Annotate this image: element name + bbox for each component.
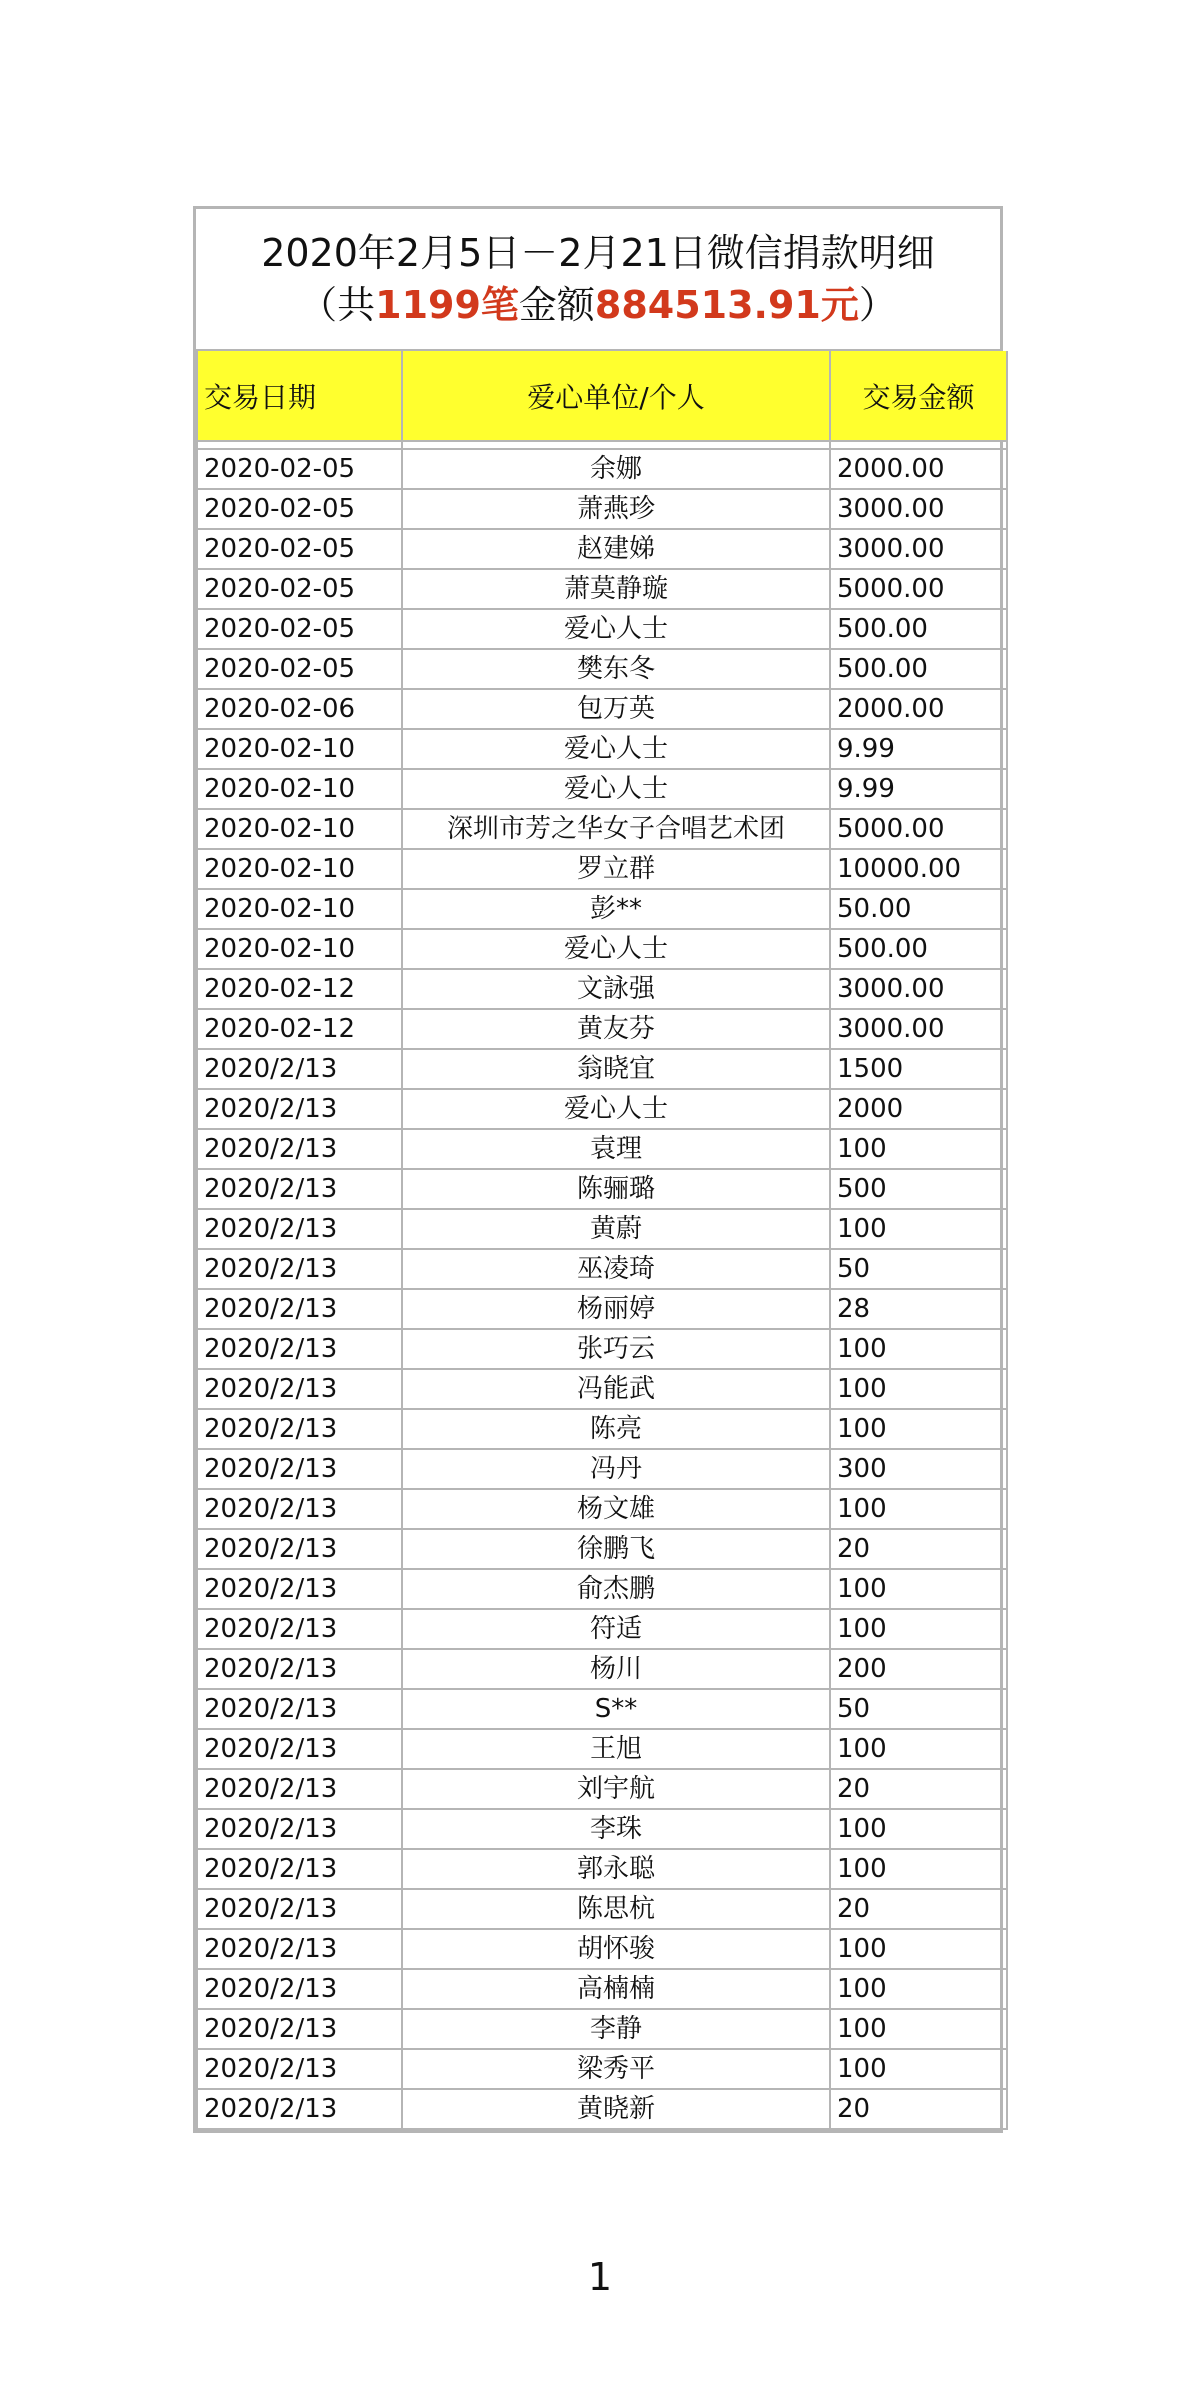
table-row xyxy=(197,1129,1007,1169)
table-row xyxy=(197,1529,1007,1569)
cell-date: 2020/2/13 xyxy=(197,1049,402,1089)
cell-amount: 100 xyxy=(830,2009,1007,2049)
table-row xyxy=(197,1649,1007,1689)
cell-amount: 28 xyxy=(830,1289,1007,1329)
table-header-row xyxy=(197,351,1007,441)
cell-donor: 郭永聪 xyxy=(402,1849,830,1889)
cell-amount: 100 xyxy=(830,1409,1007,1449)
table-row xyxy=(197,449,1007,489)
cell-date: 2020-02-10 xyxy=(197,849,402,889)
cell-date: 2020/2/13 xyxy=(197,1929,402,1969)
table-row xyxy=(197,2089,1007,2129)
cell-amount: 100 xyxy=(830,1129,1007,1169)
cell-amount: 20 xyxy=(830,1769,1007,1809)
cell-amount: 5000.00 xyxy=(830,809,1007,849)
cell-donor: 罗立群 xyxy=(402,849,830,889)
summary-suffix: ） xyxy=(858,283,897,327)
cell-date: 2020/2/13 xyxy=(197,1249,402,1289)
cell-date: 2020/2/13 xyxy=(197,1369,402,1409)
table-row xyxy=(197,1729,1007,1769)
cell-amount: 3000.00 xyxy=(830,529,1007,569)
table-row xyxy=(197,769,1007,809)
cell-amount: 100 xyxy=(830,1209,1007,1249)
table-row xyxy=(197,1889,1007,1929)
cell-date: 2020/2/13 xyxy=(197,2049,402,2089)
cell-date: 2020-02-10 xyxy=(197,809,402,849)
cell-donor: 陈骊璐 xyxy=(402,1169,830,1209)
table-row xyxy=(197,2009,1007,2049)
header-amount: 交易金额 xyxy=(830,351,1007,441)
table-row xyxy=(197,1769,1007,1809)
cell-donor: 翁晓宜 xyxy=(402,1049,830,1089)
cell-amount: 100 xyxy=(830,1729,1007,1769)
cell-amount: 20 xyxy=(830,2089,1007,2129)
cell-amount: 200 xyxy=(830,1649,1007,1689)
table-row xyxy=(197,609,1007,649)
cell-amount: 50.00 xyxy=(830,889,1007,929)
cell-amount: 500 xyxy=(830,1169,1007,1209)
table-row xyxy=(197,889,1007,929)
cell-date: 2020/2/13 xyxy=(197,1689,402,1729)
cell-amount: 50 xyxy=(830,1249,1007,1289)
cell-date: 2020-02-05 xyxy=(197,649,402,689)
cell-amount: 500.00 xyxy=(830,649,1007,689)
cell-amount: 5000.00 xyxy=(830,569,1007,609)
cell-amount: 2000 xyxy=(830,1089,1007,1129)
cell-date: 2020/2/13 xyxy=(197,1649,402,1689)
cell-date: 2020/2/13 xyxy=(197,2009,402,2049)
table-row xyxy=(197,809,1007,849)
cell-donor: 刘宇航 xyxy=(402,1769,830,1809)
cell-amount: 100 xyxy=(830,1609,1007,1649)
cell-donor: 黄友芬 xyxy=(402,1009,830,1049)
table-row xyxy=(197,489,1007,529)
cell-amount: 500.00 xyxy=(830,929,1007,969)
cell-date: 2020/2/13 xyxy=(197,1569,402,1609)
cell-date: 2020-02-10 xyxy=(197,729,402,769)
table-row xyxy=(197,569,1007,609)
table-row xyxy=(197,1049,1007,1089)
cell-amount: 9.99 xyxy=(830,729,1007,769)
cell-date: 2020-02-06 xyxy=(197,689,402,729)
cell-donor: 深圳市芳之华女子合唱艺术团 xyxy=(402,809,830,849)
cell-amount: 10000.00 xyxy=(830,849,1007,889)
cell-date: 2020/2/13 xyxy=(197,1889,402,1929)
cell-donor: 巫凌琦 xyxy=(402,1249,830,1289)
cell-date: 2020/2/13 xyxy=(197,1729,402,1769)
cell-donor: 爱心人士 xyxy=(402,929,830,969)
donation-total: 884513.91元 xyxy=(594,283,859,327)
table-row xyxy=(197,1169,1007,1209)
summary-mid: 金额 xyxy=(518,283,595,327)
table-row xyxy=(197,1689,1007,1729)
cell-date: 2020-02-12 xyxy=(197,969,402,1009)
cell-donor: 萧莫静璇 xyxy=(402,569,830,609)
title-box xyxy=(196,209,1000,351)
cell-donor: 王旭 xyxy=(402,1729,830,1769)
cell-donor: 爱心人士 xyxy=(402,1089,830,1129)
donation-count: 1199笔 xyxy=(375,283,519,327)
cell-donor: 符适 xyxy=(402,1609,830,1649)
table-row xyxy=(197,649,1007,689)
cell-date: 2020/2/13 xyxy=(197,2089,402,2129)
cell-donor: 陈亮 xyxy=(402,1409,830,1449)
cell-donor: 樊东冬 xyxy=(402,649,830,689)
table-row xyxy=(197,689,1007,729)
cell-donor: 杨丽婷 xyxy=(402,1289,830,1329)
cell-donor: 梁秀平 xyxy=(402,2049,830,2089)
cell-donor: 爱心人士 xyxy=(402,609,830,649)
cell-donor: 黄晓新 xyxy=(402,2089,830,2129)
cell-date: 2020/2/13 xyxy=(197,1089,402,1129)
cell-amount: 100 xyxy=(830,1929,1007,1969)
cell-date: 2020/2/13 xyxy=(197,1169,402,1209)
cell-date: 2020-02-05 xyxy=(197,609,402,649)
table-row xyxy=(197,1969,1007,2009)
donation-table xyxy=(196,351,1008,2130)
cell-donor: 袁理 xyxy=(402,1129,830,1169)
table-row xyxy=(197,929,1007,969)
cell-amount: 100 xyxy=(830,2049,1007,2089)
cell-donor: 张巧云 xyxy=(402,1329,830,1369)
cell-date: 2020/2/13 xyxy=(197,1409,402,1449)
cell-donor: 爱心人士 xyxy=(402,729,830,769)
cell-date: 2020-02-05 xyxy=(197,489,402,529)
header-date: 交易日期 xyxy=(197,351,402,441)
cell-donor: 萧燕珍 xyxy=(402,489,830,529)
table-row xyxy=(197,1089,1007,1129)
table-row xyxy=(197,849,1007,889)
cell-amount: 500.00 xyxy=(830,609,1007,649)
cell-amount: 2000.00 xyxy=(830,689,1007,729)
cell-date: 2020-02-10 xyxy=(197,889,402,929)
summary-line xyxy=(196,279,1000,331)
table-row xyxy=(197,1569,1007,1609)
cell-date: 2020/2/13 xyxy=(197,1449,402,1489)
cell-amount: 1500 xyxy=(830,1049,1007,1089)
cell-donor: 赵建娣 xyxy=(402,529,830,569)
cell-amount: 100 xyxy=(830,1369,1007,1409)
cell-date: 2020-02-12 xyxy=(197,1009,402,1049)
cell-date: 2020-02-05 xyxy=(197,449,402,489)
cell-amount: 20 xyxy=(830,1529,1007,1569)
cell-donor: 俞杰鹏 xyxy=(402,1569,830,1609)
cell-amount: 9.99 xyxy=(830,769,1007,809)
table-row xyxy=(197,1609,1007,1649)
cell-amount: 3000.00 xyxy=(830,489,1007,529)
cell-amount: 50 xyxy=(830,1689,1007,1729)
cell-amount: 20 xyxy=(830,1889,1007,1929)
cell-date: 2020/2/13 xyxy=(197,1329,402,1369)
cell-date: 2020/2/13 xyxy=(197,1209,402,1249)
cell-date: 2020/2/13 xyxy=(197,1849,402,1889)
table-row xyxy=(197,1209,1007,1249)
cell-date: 2020-02-05 xyxy=(197,529,402,569)
table-row xyxy=(197,1369,1007,1409)
cell-donor: 徐鹏飞 xyxy=(402,1529,830,1569)
cell-date: 2020/2/13 xyxy=(197,1769,402,1809)
cell-donor: 冯能武 xyxy=(402,1369,830,1409)
cell-date: 2020/2/13 xyxy=(197,1609,402,1649)
cell-donor: 爱心人士 xyxy=(402,769,830,809)
donation-sheet xyxy=(193,206,1003,2133)
table-row xyxy=(197,1409,1007,1449)
cell-donor: 陈思杭 xyxy=(402,1889,830,1929)
cell-date: 2020/2/13 xyxy=(197,1809,402,1849)
cell-amount: 100 xyxy=(830,1809,1007,1849)
table-row xyxy=(197,529,1007,569)
table-row xyxy=(197,1489,1007,1529)
cell-amount: 2000.00 xyxy=(830,449,1007,489)
cell-date: 2020/2/13 xyxy=(197,1969,402,2009)
cell-date: 2020-02-10 xyxy=(197,929,402,969)
cell-date: 2020/2/13 xyxy=(197,1129,402,1169)
summary-prefix: （共 xyxy=(299,283,376,327)
cell-date: 2020/2/13 xyxy=(197,1489,402,1529)
cell-date: 2020/2/13 xyxy=(197,1289,402,1329)
page-number: 1 xyxy=(587,2255,613,2299)
table-row xyxy=(197,1929,1007,1969)
table-row xyxy=(197,1809,1007,1849)
header-donor: 爱心单位/个人 xyxy=(402,351,830,441)
cell-donor: 彭** xyxy=(402,889,830,929)
cell-amount: 3000.00 xyxy=(830,969,1007,1009)
table-row xyxy=(197,1249,1007,1289)
table-row xyxy=(197,1009,1007,1049)
table-row xyxy=(197,2049,1007,2089)
cell-amount: 100 xyxy=(830,1329,1007,1369)
cell-donor: 胡怀骏 xyxy=(402,1929,830,1969)
table-row xyxy=(197,1329,1007,1369)
page-title: 2020年2月5日－2月21日微信捐款明细 xyxy=(261,231,935,275)
table-row xyxy=(197,1849,1007,1889)
cell-date: 2020-02-05 xyxy=(197,569,402,609)
cell-donor: 冯丹 xyxy=(402,1449,830,1489)
table-row xyxy=(197,729,1007,769)
cell-date: 2020/2/13 xyxy=(197,1529,402,1569)
cell-amount: 100 xyxy=(830,1849,1007,1889)
cell-donor: S** xyxy=(402,1689,830,1729)
cell-amount: 100 xyxy=(830,1489,1007,1529)
cell-donor: 李珠 xyxy=(402,1809,830,1849)
cell-donor: 李静 xyxy=(402,2009,830,2049)
table-row xyxy=(197,1449,1007,1489)
cell-donor: 高楠楠 xyxy=(402,1969,830,2009)
table-row xyxy=(197,1289,1007,1329)
spacer-row xyxy=(197,441,1007,449)
cell-donor: 余娜 xyxy=(402,449,830,489)
cell-donor: 包万英 xyxy=(402,689,830,729)
cell-donor: 黄蔚 xyxy=(402,1209,830,1249)
cell-amount: 100 xyxy=(830,1969,1007,2009)
cell-amount: 3000.00 xyxy=(830,1009,1007,1049)
table-row xyxy=(197,969,1007,1009)
cell-donor: 杨川 xyxy=(402,1649,830,1689)
cell-amount: 100 xyxy=(830,1569,1007,1609)
cell-donor: 杨文雄 xyxy=(402,1489,830,1529)
cell-date: 2020-02-10 xyxy=(197,769,402,809)
cell-donor: 文詠强 xyxy=(402,969,830,1009)
cell-amount: 300 xyxy=(830,1449,1007,1489)
